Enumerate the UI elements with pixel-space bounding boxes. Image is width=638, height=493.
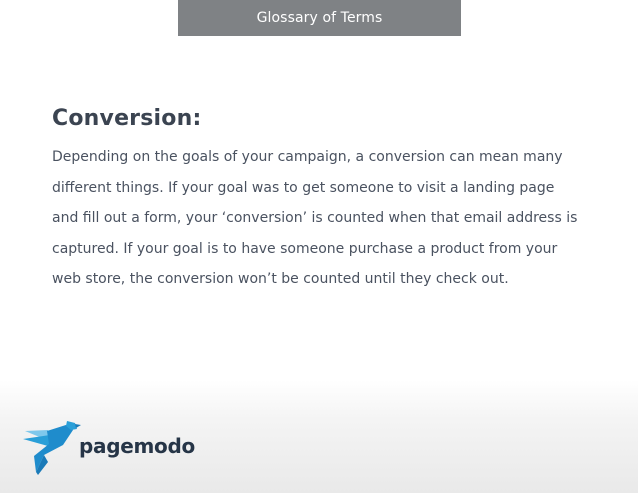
- glossary-header-title: Glossary of Terms: [256, 10, 383, 26]
- pagemodo-logo: [22, 418, 195, 478]
- pagemodo-logo-text: pagemodo: [79, 434, 195, 458]
- bird-icon: [22, 418, 82, 476]
- term-definition: Depending on the goals of your campaign, a conversion can mean many different things. If your goal was to get someone to visit a landing page and fill out a form, your ‘conversion’ is counted when that email address is captured. If your goal is to have someone purchase a product from your web store, the conversion won’t be counted until they check out.: [52, 149, 578, 287]
- term-title: Conversion:: [52, 106, 202, 131]
- glossary-header: [178, 0, 461, 36]
